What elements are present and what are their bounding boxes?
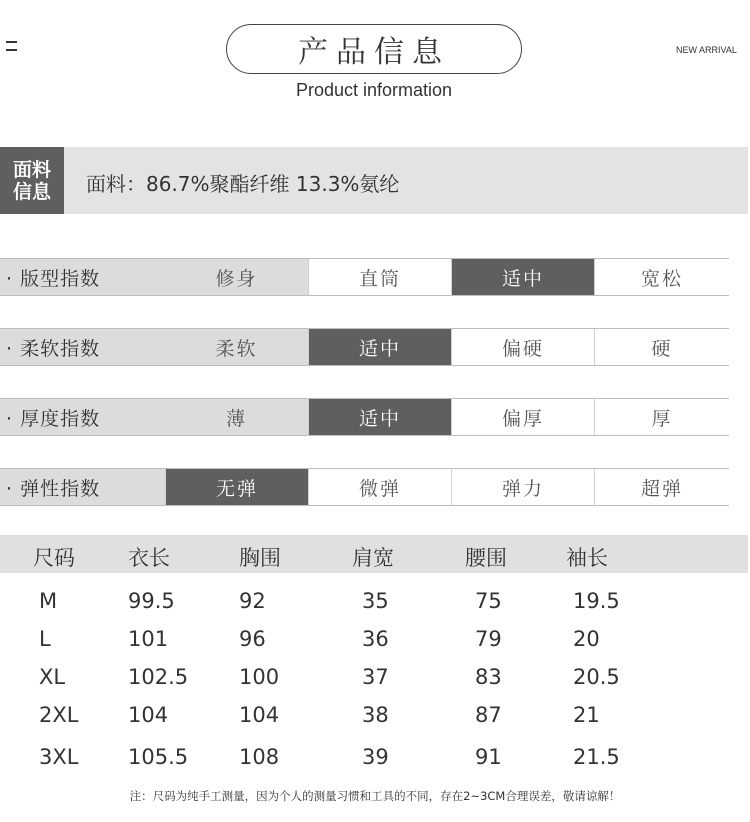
page-subtitle: Product information <box>295 80 453 100</box>
size-table-cell: 91 <box>475 745 502 769</box>
page-title: 产品信息 <box>298 35 450 70</box>
fabric-label <box>0 147 64 214</box>
index-option: 偏厚 <box>451 399 594 435</box>
menu-icon[interactable] <box>6 41 18 53</box>
new-arrival-label: NEW ARRIVAL <box>676 45 737 55</box>
size-table-cell: XL <box>39 665 66 689</box>
size-table-header-cell: 袖长 <box>566 546 608 570</box>
size-table-header-cell: 尺码 <box>33 546 75 570</box>
size-table-header-cell: 肩宽 <box>352 546 394 570</box>
index-option: 偏硬 <box>451 329 594 365</box>
size-table-cell: 19.5 <box>573 589 620 613</box>
index-row <box>0 258 729 296</box>
size-table-cell: 92 <box>239 589 266 613</box>
size-table-cell: 75 <box>475 589 502 613</box>
fabric-composition: 面料：86.7%聚酯纤维 13.3%氨纶 <box>86 172 400 196</box>
size-note: 注：尺码为纯手工测量，因为个人的测量习惯和工具的不同，存在2~3CM合理误差，敬请谅解！ <box>129 789 621 803</box>
index-option: 薄 <box>165 399 308 435</box>
index-option: 适中 <box>308 399 451 435</box>
index-option: 宽松 <box>594 259 729 295</box>
size-table-cell: 101 <box>128 627 169 651</box>
size-table-cell: 104 <box>239 703 280 727</box>
size-table-cell: 2XL <box>39 703 79 727</box>
size-table-cell: 87 <box>475 703 502 727</box>
size-table-cell: 102.5 <box>128 665 189 689</box>
size-table-cell: 38 <box>362 703 389 727</box>
size-table-cell: 37 <box>362 665 389 689</box>
index-label: · 厚度指数 <box>0 399 165 435</box>
size-table-cell: 35 <box>362 589 389 613</box>
index-label: · 柔软指数 <box>0 329 165 365</box>
size-table-cell: 21.5 <box>573 745 620 769</box>
size-table-cell: 83 <box>475 665 502 689</box>
index-option: 硬 <box>594 329 729 365</box>
size-table-cell: M <box>39 589 58 613</box>
size-table-header-cell: 腰围 <box>465 546 507 570</box>
size-table-cell: 108 <box>239 745 280 769</box>
size-table-cell: 39 <box>362 745 389 769</box>
index-option: 适中 <box>308 329 451 365</box>
index-option: 直筒 <box>308 259 451 295</box>
size-table-cell: 20 <box>573 627 600 651</box>
size-table-cell: 99.5 <box>128 589 175 613</box>
size-table-cell: 105.5 <box>128 745 189 769</box>
index-option: 超弹 <box>594 469 729 505</box>
index-label: · 弹性指数 <box>0 469 165 505</box>
size-table-header-cell: 衣长 <box>128 546 170 570</box>
size-table-cell: 104 <box>128 703 169 727</box>
index-row <box>0 328 729 366</box>
size-table-cell: 20.5 <box>573 665 620 689</box>
size-table-cell: 100 <box>239 665 280 689</box>
size-table-header-cell: 胸围 <box>239 546 281 570</box>
index-option: 柔软 <box>165 329 308 365</box>
index-option: 弹力 <box>451 469 594 505</box>
index-option: 修身 <box>165 259 308 295</box>
index-row <box>0 398 729 436</box>
fabric-label-line2: 信息 <box>12 180 51 203</box>
size-table-cell: 79 <box>475 627 502 651</box>
size-table-cell: 3XL <box>39 745 79 769</box>
size-table-cell: 36 <box>362 627 389 651</box>
size-table-cell: L <box>39 627 51 651</box>
index-label: · 版型指数 <box>0 259 165 295</box>
title-pill <box>226 24 522 74</box>
size-table-cell: 21 <box>573 703 600 727</box>
index-option: 厚 <box>594 399 729 435</box>
index-option: 无弹 <box>165 469 308 505</box>
index-row <box>0 468 729 506</box>
index-option: 适中 <box>451 259 594 295</box>
fabric-label-line1: 面料 <box>12 158 51 181</box>
index-option: 微弹 <box>308 469 451 505</box>
size-table-cell: 96 <box>239 627 266 651</box>
